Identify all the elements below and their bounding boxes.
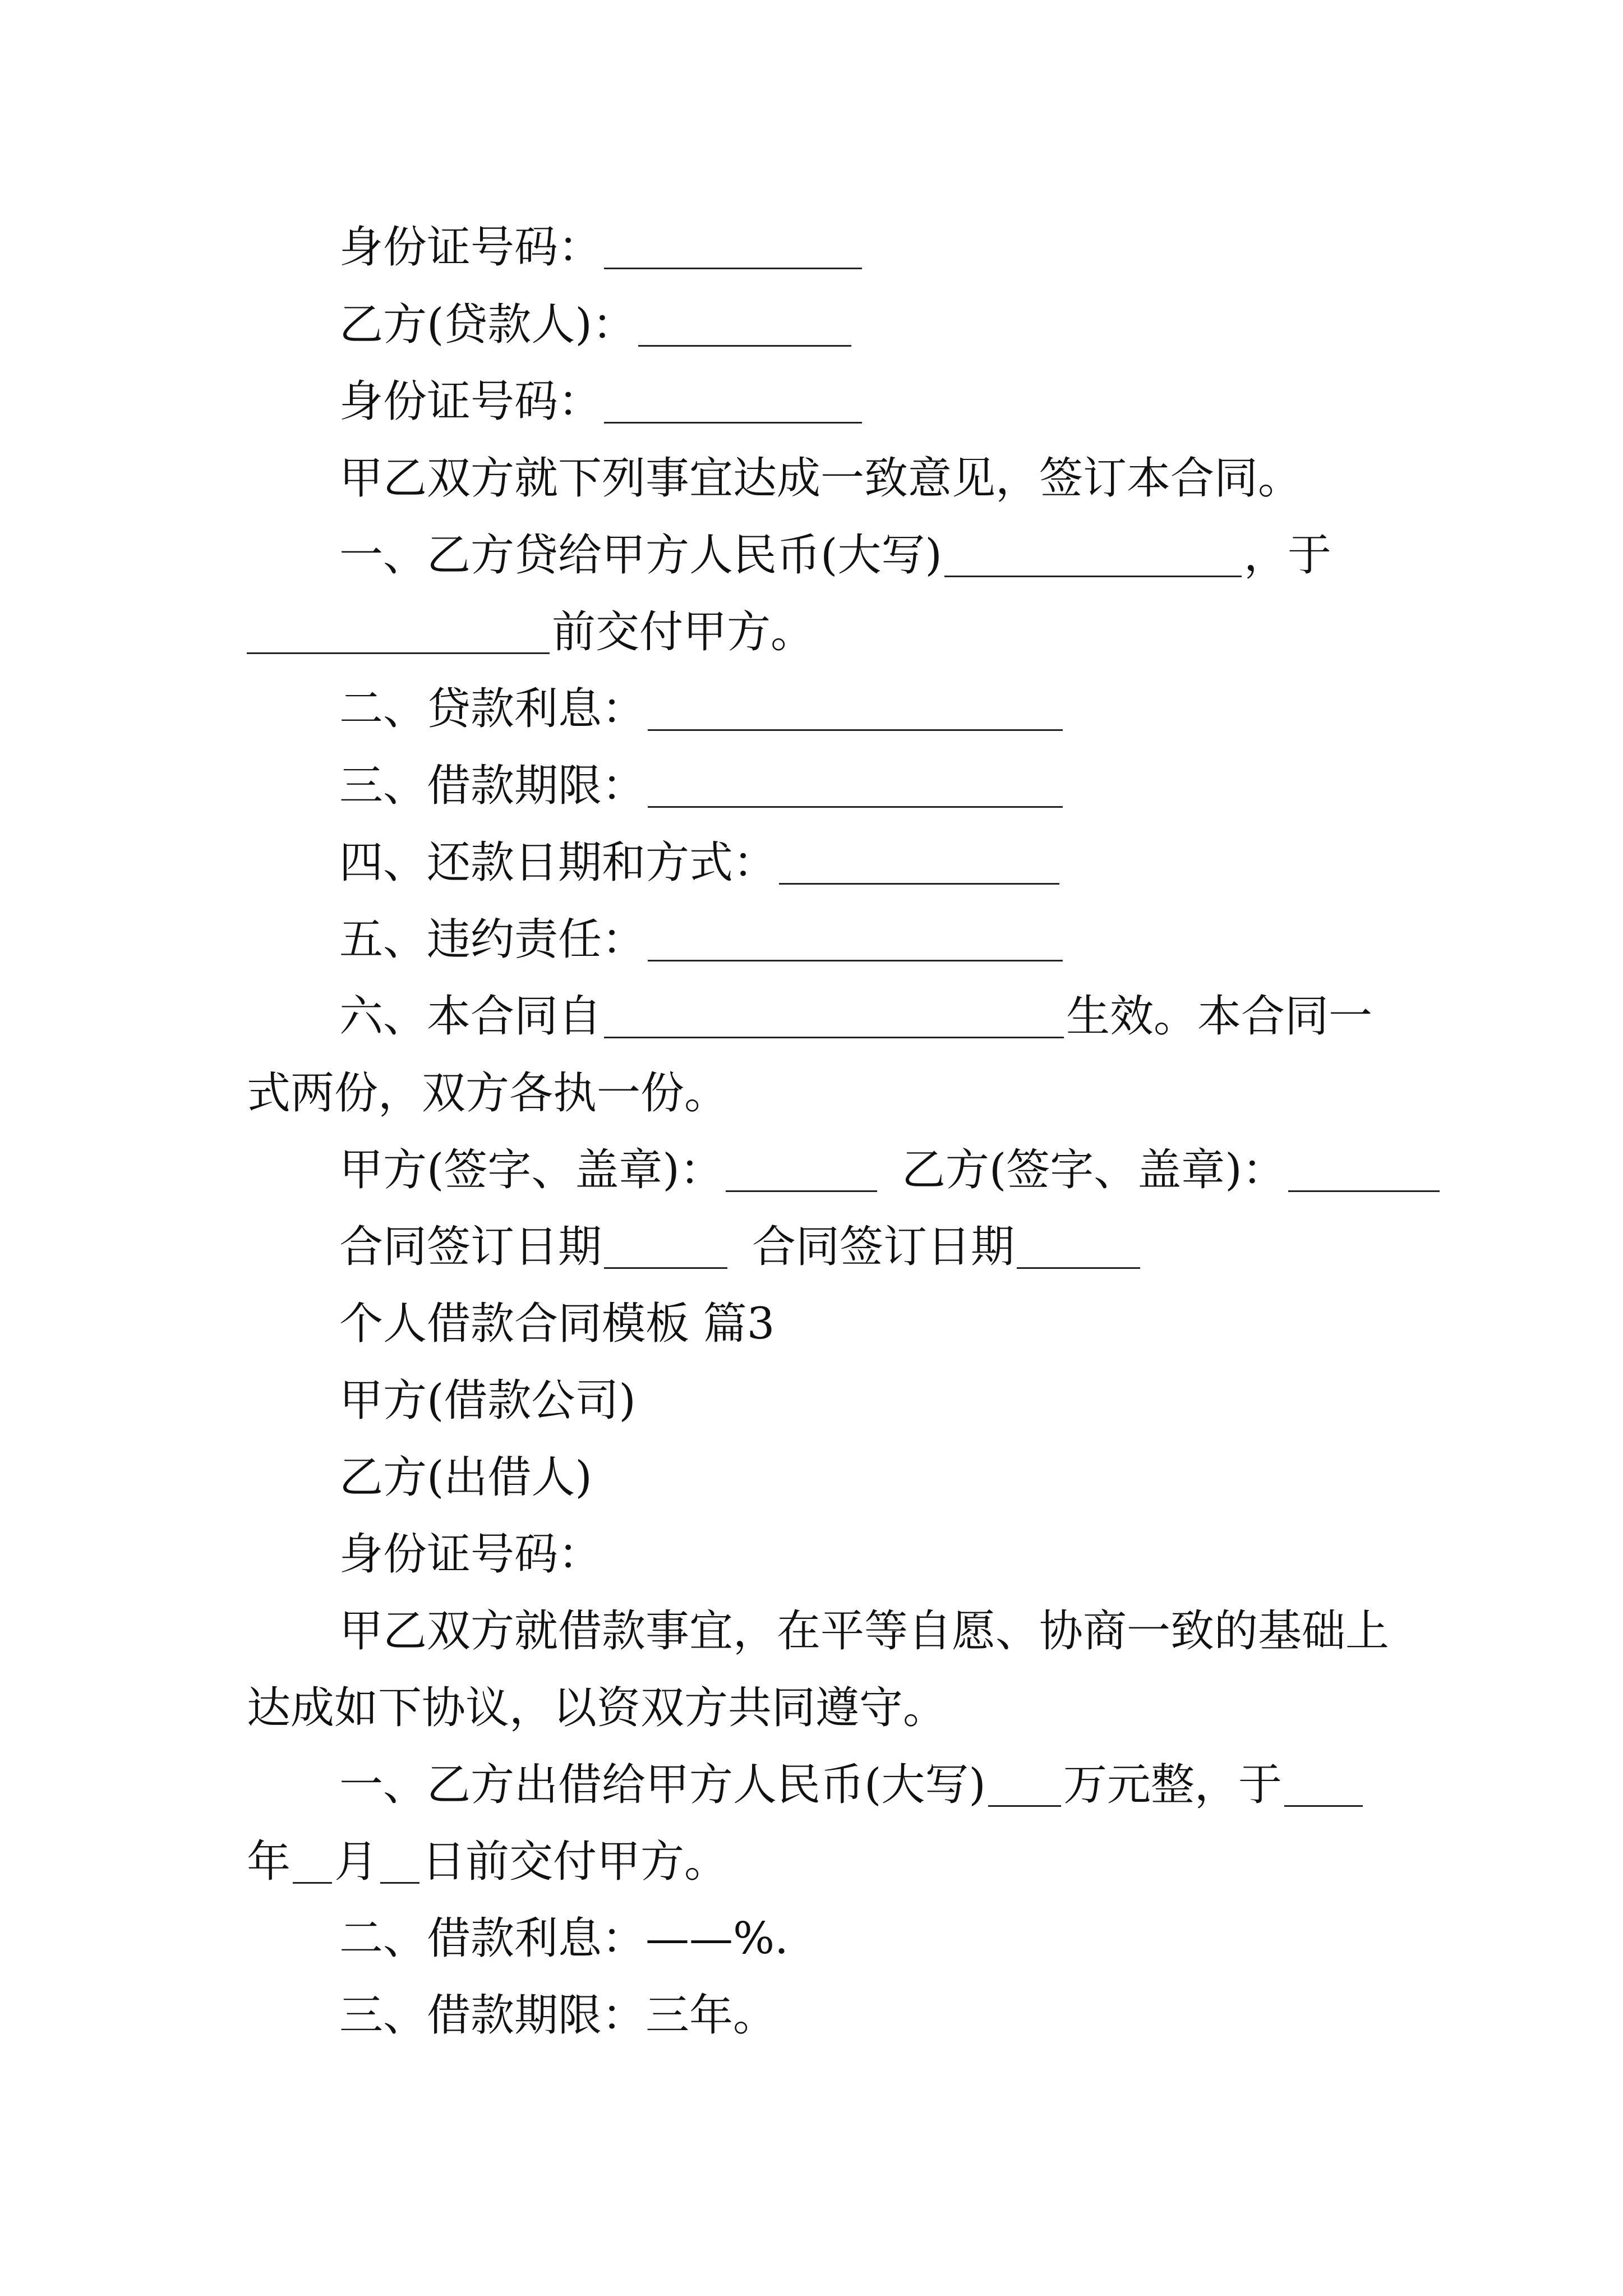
- c3-amount-blank[interactable]: [988, 1766, 1061, 1807]
- liability-blank[interactable]: [648, 921, 1063, 961]
- clause-1-cont-line: [247, 598, 815, 657]
- party-b-sign-label: 乙方(签字、盖章)：: [901, 1145, 1286, 1195]
- c3-agree-text-1: 甲乙双方就借款事宜，在平等自愿、协商一致的基础上: [339, 1606, 1390, 1657]
- date-blank[interactable]: [247, 613, 550, 654]
- clause-2-line: [339, 675, 1065, 734]
- clause-6-cont-line: [247, 1059, 728, 1119]
- clause-6-cont-text: 式两份，双方各执一份。: [247, 1068, 728, 1119]
- id-number-line-2: [339, 367, 864, 427]
- c3-id-line: [339, 1520, 602, 1580]
- c3-clause-3-line: [339, 1981, 777, 2041]
- id-number-label: 身份证号码：: [339, 376, 602, 427]
- c3-party-a-text: 甲方(借款公司): [339, 1375, 636, 1426]
- c3-party-b-text: 乙方(出借人): [339, 1452, 592, 1503]
- agreement-line: [339, 444, 1302, 504]
- agreement-text: 甲乙双方就下列事宜达成一致意见，签订本合同。: [339, 453, 1302, 504]
- party-b-lender-line: [339, 291, 854, 350]
- date-blank-a[interactable]: [604, 1228, 727, 1269]
- clause-6-line: [339, 982, 1373, 1042]
- c3-id-text: 身份证号码：: [339, 1529, 602, 1580]
- clause-1-line: [339, 521, 1331, 581]
- clause-3-line: [339, 752, 1065, 811]
- clause-1-suffix: ，于: [1243, 530, 1331, 581]
- id-number-blank[interactable]: [604, 228, 862, 269]
- section-title-text: 个人借款合同模板 篇3: [339, 1299, 775, 1349]
- c3-agree-text-2: 达成如下协议，以资双方共同遵守。: [247, 1683, 947, 1733]
- c3-party-b-line: [339, 1443, 592, 1503]
- c3-clause-3-text: 三、借款期限：三年。: [339, 1990, 777, 2041]
- clause-4-text: 四、还款日期和方式：: [339, 838, 777, 888]
- c3-clause-1-mid: 万元整，于: [1063, 1760, 1282, 1810]
- interest-blank[interactable]: [648, 690, 1063, 731]
- repayment-blank[interactable]: [779, 844, 1059, 885]
- c3-year-label: 年: [247, 1837, 291, 1887]
- c3-agree-line-1: [339, 1597, 1390, 1657]
- section-title: [339, 1290, 775, 1349]
- c3-party-a-line: [339, 1366, 636, 1426]
- signature-line: [339, 1136, 1442, 1195]
- clause-5-line: [339, 905, 1065, 965]
- id-number-blank[interactable]: [604, 383, 862, 424]
- c3-year-blank[interactable]: [1284, 1766, 1363, 1807]
- c3-clause-1-text: 一、乙方出借给甲方人民币(大写): [339, 1760, 986, 1810]
- clause-6-text: 六、本合同自: [339, 991, 602, 1042]
- party-b-label: 乙方(贷款人)：: [339, 300, 636, 350]
- clause-1-cont-text: 前交付甲方。: [552, 607, 815, 657]
- c3-clause-1-cont-line: [247, 1828, 728, 1887]
- effective-date-blank[interactable]: [604, 997, 1064, 1038]
- party-a-sign-label: 甲方(签字、盖章)：: [339, 1145, 723, 1195]
- party-a-sign-blank[interactable]: [726, 1151, 877, 1192]
- clause-3-text: 三、借款期限：: [339, 761, 646, 811]
- c3-clause-1-line: [339, 1751, 1365, 1810]
- date-label-b: 合同签订日期: [752, 1222, 1015, 1272]
- c3-clause-2-line: [339, 1904, 789, 1964]
- clause-5-text: 五、违约责任：: [339, 914, 646, 965]
- date-blank-b[interactable]: [1017, 1228, 1140, 1269]
- clause-2-text: 二、贷款利息：: [339, 684, 646, 734]
- clause-1-text: 一、乙方贷给甲方人民币(大写): [339, 530, 942, 581]
- term-blank[interactable]: [648, 767, 1063, 808]
- id-number-line-1: [339, 213, 864, 273]
- party-b-sign-blank[interactable]: [1288, 1151, 1440, 1192]
- sign-date-line: [339, 1213, 1142, 1272]
- party-b-blank[interactable]: [638, 306, 851, 347]
- c3-day-blank[interactable]: [380, 1843, 419, 1884]
- clause-4-line: [339, 829, 1062, 888]
- date-label-a: 合同签订日期: [339, 1222, 602, 1272]
- c3-month-label: 月: [334, 1837, 379, 1887]
- c3-month-blank[interactable]: [293, 1843, 332, 1884]
- c3-clause-2-text: 二、借款利息：——%.: [339, 1913, 789, 1964]
- c3-clause-1-end: 日前交付甲方。: [422, 1837, 728, 1887]
- clause-6-suffix: 生效。本合同一: [1066, 991, 1373, 1042]
- amount-blank[interactable]: [944, 536, 1242, 577]
- id-number-label: 身份证号码：: [339, 222, 602, 273]
- c3-agree-line-2: [247, 1674, 947, 1733]
